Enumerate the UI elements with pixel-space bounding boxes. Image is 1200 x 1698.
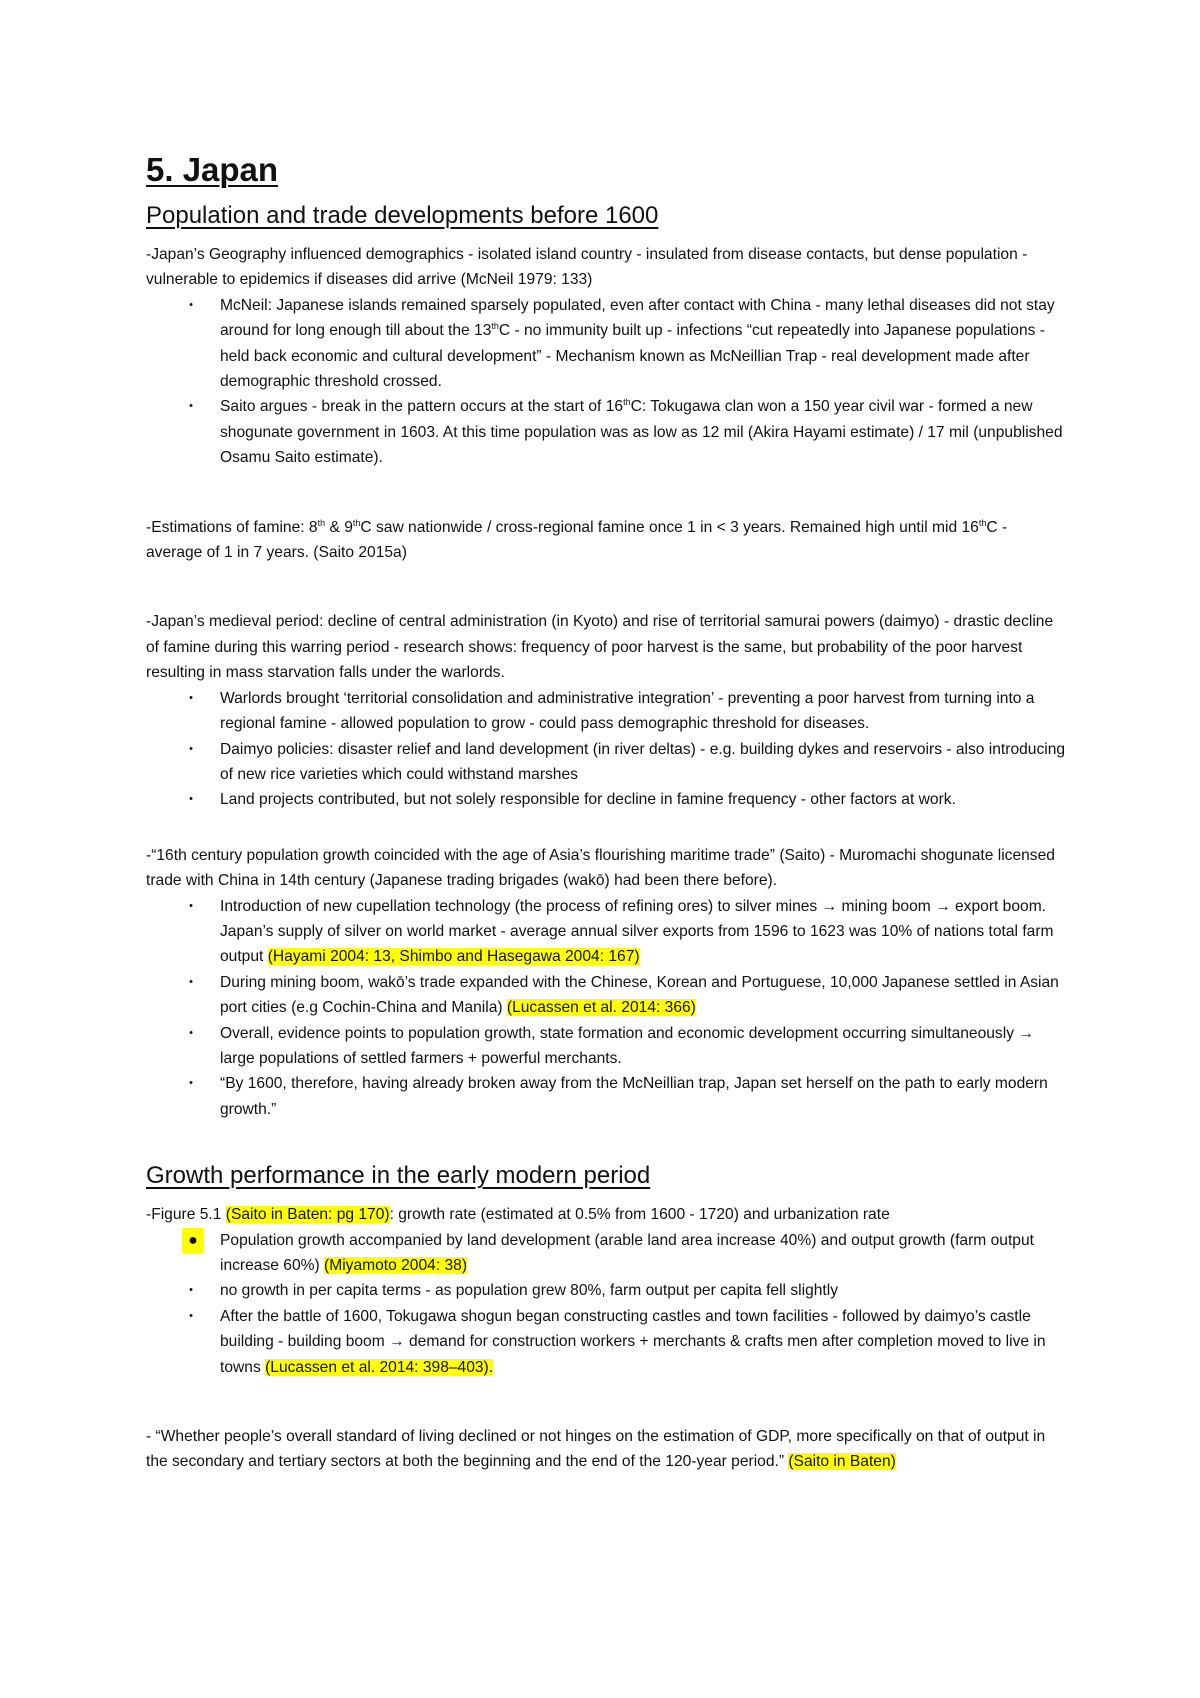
bullet-icon: • [189,975,193,988]
spacer [146,471,1066,515]
bullet-icon: • [189,691,193,704]
document-page [146,150,1066,1475]
paragraph-famine-estimations: -Estimations of famine: 8th & 9thC saw nationwide / cross-regional famine once 1 in < 3 years. Remained high until mid 16thC - average of 1 in 7 years. (Saito 2015a) [146,517,1008,562]
citation-highlight: (Lucassen et al. 2014: 398–403). [265,1358,494,1376]
bullet-icon: • [189,742,193,755]
spacer [146,565,1066,609]
list-item: ● Population growth accompanied by land development (arable land area increase 40%) and output growth (farm output increase 60%) (Miyamoto 2004: 38) [146,1228,1066,1279]
bullet-icon: • [189,899,193,912]
list-item: • McNeil: Japanese islands remained sparsely populated, even after contact with China - many lethal diseases did not stay around for long enough till about the 13thC - no immunity built up - infections “cut repeatedly into Japanese populations - held back economic and cultural development” - Mechanism known as McNeillian Trap - real development made after demographic threshold crossed. [146,293,1066,395]
list-item: • Warlords brought ‘territorial consolidation and administrative integration’ - preventing a poor harvest from turning into a regional famine - allowed population to grow - could pass demographic threshold for diseases. [146,686,1066,737]
spacer [146,813,1066,843]
bullet-icon: • [189,1077,193,1090]
citation-highlight: (Miyamoto 2004: 38) [324,1257,468,1274]
page-title: 5. Japan [146,151,279,188]
bullet-list-mcneil [146,293,1066,471]
paragraph-medieval-period: -Japan’s medieval period: decline of central administration (in Kyoto) and rise of territorial samurai powers (daimyo) - drastic decline of famine during this warring period - research shows: frequency of poor harvest is the same, but probability of the poor harvest resulting in mass starvation falls under the warlords. [146,613,1054,682]
bullet-icon: • [189,1284,193,1297]
bullet-icon: • [189,298,193,311]
bullet-icon: • [189,1309,193,1322]
paragraph-figure-5-1: -Figure 5.1 (Saito in Baten: pg 170): growth rate (estimated at 0.5% from 1600 - 1720) and urbanization rate [146,1206,890,1224]
section-heading-growth-performance: Growth performance in the early modern period [146,1162,651,1190]
paragraph-geography: -Japan’s Geography influenced demographics - isolated island country - insulated from disease contacts, but dense population - vulnerable to epidemics if diseases did arrive (McNeil 1979: 133) [146,246,1028,289]
list-item: • “By 1600, therefore, having already broken away from the McNeillian trap, Japan set herself on the path to early modern growth.” [146,1071,1066,1122]
list-item: • Overall, evidence points to population growth, state formation and economic development occurring simultaneously → large populations of settled farmers + powerful merchants. [146,1021,1066,1072]
bullet-list-mining [146,894,1066,1123]
bullet-list-warlords [146,686,1066,813]
list-item: • After the battle of 1600, Tokugawa shogun began constructing castles and town facilities - followed by daimyo’s castle building - building boom → demand for construction workers + merchants & crafts men after completion moved to live in towns (Lucassen et al. 2014: 398–403). [146,1304,1066,1380]
bullet-list-growth [146,1228,1066,1380]
paragraph-standard-of-living: - “Whether people’s overall standard of living declined or not hinges on the estimation of GDP, more specifically on that of output in the secondary and tertiary sectors at both the beginning and the end of the 120-year period.” (Saito in Baten) [146,1428,1046,1471]
list-item: • Daimyo policies: disaster relief and land development (in river deltas) - e.g. building dykes and reservoirs - also introducing of new rice varieties which could withstand marshes [146,737,1066,788]
section-heading-population-trade: Population and trade developments before 1600 [146,202,659,229]
bullet-icon: • [189,400,193,413]
spacer [146,1122,1066,1160]
list-item: • During mining boom, wakō’s trade expanded with the Chinese, Korean and Portuguese, 10,000 Japanese settled in Asian port cities (e.g Cochin-China and Manila) (Lucassen et al. 2014: 366) [146,970,1066,1021]
citation-highlight: (Lucassen et al. 2014: 366) [506,999,696,1017]
citation-highlight: (Saito in Baten: pg 170) [225,1206,390,1224]
bullet-icon: • [189,793,193,806]
citation-highlight: (Hayami 2004: 13, Shimbo and Hasegawa 2004: 167) [267,948,640,966]
bullet-icon-highlighted: ● [182,1228,204,1253]
citation-highlight: (Saito in Baten) [788,1453,896,1471]
spacer [146,1380,1066,1424]
list-item: • Land projects contributed, but not solely responsible for decline in famine frequency - other factors at work. [146,787,1066,812]
list-item: • Saito argues - break in the pattern occurs at the start of 16thC: Tokugawa clan won a 150 year civil war - formed a new shogunate government in 1603. At this time population was as low as 12 mil (Akira Hayami estimate) / 17 mil (unpublished Osamu Saito estimate). [146,394,1066,470]
paragraph-maritime-trade: -“16th century population growth coincided with the age of Asia’s flourishing maritime trade” (Saito) - Muromachi shogunate licensed trade with China in 14th century (Japanese trading brigades (wakō) had been there before). [146,846,1055,890]
bullet-icon: • [189,1026,193,1039]
list-item: • Introduction of new cupellation technology (the process of refining ores) to silver mines → mining boom → export boom. Japan’s supply of silver on world market - average annual silver exports from 1596 to 1623 was 10% of nations total farm output (Hayami 2004: 13, Shimbo and Hasegawa 2004: 167) [146,894,1066,970]
list-item: • no growth in per capita terms - as population grew 80%, farm output per capita fell slightly [146,1278,1066,1303]
